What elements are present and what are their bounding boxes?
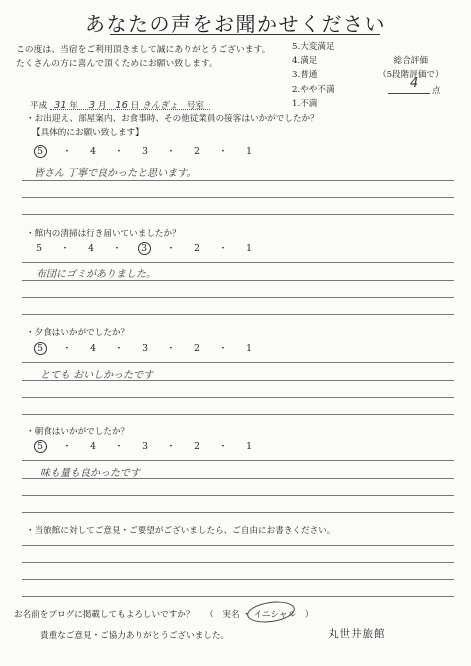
date-year-unit: 年 — [69, 101, 79, 111]
answer-line — [22, 380, 454, 381]
question-1: ・お出迎え、部屋案内、お食事時、その他従業員の接客はいかがでしたか？ — [26, 114, 319, 124]
overall-unit: 点 — [432, 86, 441, 96]
option-5-selected[interactable]: 5 — [34, 145, 47, 158]
question-1-answer: 皆さん 丁寧で良かったと思います。 — [34, 168, 197, 179]
answer-line — [22, 214, 454, 215]
intro-line-1: この度は、当宿をご利用頂きまして誠にありがとうございます。 — [16, 45, 271, 55]
inn-name: 丸世井旅館 — [328, 628, 386, 640]
question-1-sub: 【具体的にお願い致します】 — [32, 128, 144, 138]
form-title: あなたの声をお聞かせください — [85, 12, 386, 36]
answer-line — [22, 280, 454, 281]
option-initial[interactable]: イニシャル — [253, 610, 297, 620]
room-name: きんぎょ — [142, 101, 179, 111]
option-1[interactable]: 1 — [246, 243, 252, 254]
comment-line[interactable] — [22, 596, 454, 597]
overall-label: 総合評価 — [393, 56, 428, 66]
answer-line — [22, 512, 454, 513]
option-4[interactable]: 4 — [90, 146, 96, 157]
answer-line — [22, 478, 454, 479]
answer-line — [22, 262, 454, 263]
option-4[interactable]: 4 — [90, 441, 96, 452]
question-4: ・朝食はいかがでしたか？ — [26, 427, 130, 437]
question-4-answer: 味も量も良かったです — [40, 468, 140, 479]
option-real-name[interactable]: 実名 — [222, 610, 240, 620]
answer-line — [22, 397, 454, 398]
question-2-options: 5 ・ 4 ・ 3 ・ 2 ・ 1 — [26, 240, 262, 255]
option-3-selected[interactable]: 3 — [138, 242, 151, 255]
blog-permission-question: お名前をブログに掲載してもよろしいですか？ — [14, 610, 195, 620]
question-2-answer: 布団にゴミがありました。 — [36, 269, 156, 280]
option-4[interactable]: 4 — [88, 243, 94, 254]
option-2[interactable]: 2 — [194, 343, 200, 354]
option-1[interactable]: 1 — [246, 343, 252, 354]
answer-line — [22, 460, 454, 461]
question-3-answer: とても おいしかったです — [40, 370, 154, 381]
option-2[interactable]: 2 — [194, 441, 200, 452]
comment-line[interactable] — [22, 545, 454, 546]
answer-line — [22, 414, 454, 415]
scale-item-4: 4.満足 — [292, 56, 318, 67]
option-3[interactable]: 3 — [142, 441, 148, 452]
option-3[interactable]: 3 — [142, 343, 148, 354]
title-underline — [110, 34, 380, 35]
option-2[interactable]: 2 — [194, 243, 200, 254]
option-1[interactable]: 1 — [246, 441, 252, 452]
thanks-message: 貴重なご意見・ご協力ありがとうございました。 — [40, 631, 230, 641]
date-underline — [50, 109, 210, 110]
overall-underline — [388, 93, 430, 94]
free-comment-prompt: ・当旅館に対してご意見・ご要望がございましたら、ご自由にお書きください。 — [26, 526, 336, 536]
date-month-unit: 月 — [97, 101, 107, 111]
date-year: 31 — [53, 100, 67, 111]
scale-item-3: 3.普通 — [292, 70, 318, 81]
option-2[interactable]: 2 — [194, 146, 200, 157]
intro-line-2: たくさんの方に喜んで頂くためにお願い致します。 — [16, 59, 218, 69]
scale-item-1: 1.不満 — [292, 98, 318, 109]
option-5[interactable]: 5 — [36, 243, 42, 254]
room-unit: 号室 — [186, 101, 204, 111]
answer-line — [22, 314, 454, 315]
date-month: 3 — [88, 100, 96, 111]
option-3[interactable]: 3 — [142, 146, 148, 157]
intro-text — [16, 43, 270, 71]
question-4-options: 5 ・ 4 ・ 3 ・ 2 ・ 1 — [26, 438, 262, 453]
blog-permission-options: （ 実名 ・ イニシャル ） — [205, 610, 314, 620]
option-1[interactable]: 1 — [246, 146, 252, 157]
question-1-options: 5 ・ 4 ・ 3 ・ 2 ・ 1 — [26, 143, 262, 158]
option-4[interactable]: 4 — [90, 343, 96, 354]
answer-line — [22, 495, 454, 496]
date-era: 平成 — [30, 101, 48, 111]
option-5-selected[interactable]: 5 — [34, 342, 47, 355]
answer-line — [22, 197, 454, 198]
overall-value: 4 — [410, 76, 419, 91]
comment-line[interactable] — [22, 562, 454, 563]
comment-line[interactable] — [22, 579, 454, 580]
overall-note: （5段階評価で） — [378, 70, 444, 80]
question-2: ・館内の清掃は行き届いていましたか？ — [26, 229, 181, 239]
question-3-options: 5 ・ 4 ・ 3 ・ 2 ・ 1 — [26, 340, 262, 355]
answer-line — [22, 180, 454, 181]
question-3: ・夕食はいかがでしたか？ — [26, 328, 130, 338]
scale-item-5: 5.大変満足 — [292, 42, 335, 52]
scale-item-2: 2.やや不満 — [292, 84, 335, 95]
date-day: 16 — [115, 100, 128, 111]
answer-line — [22, 362, 454, 363]
answer-line — [22, 297, 454, 298]
option-5-selected[interactable]: 5 — [34, 440, 47, 453]
rating-scale-legend — [292, 40, 335, 111]
initial-selected-circle — [246, 599, 296, 625]
date-day-unit: 日 — [130, 101, 140, 111]
